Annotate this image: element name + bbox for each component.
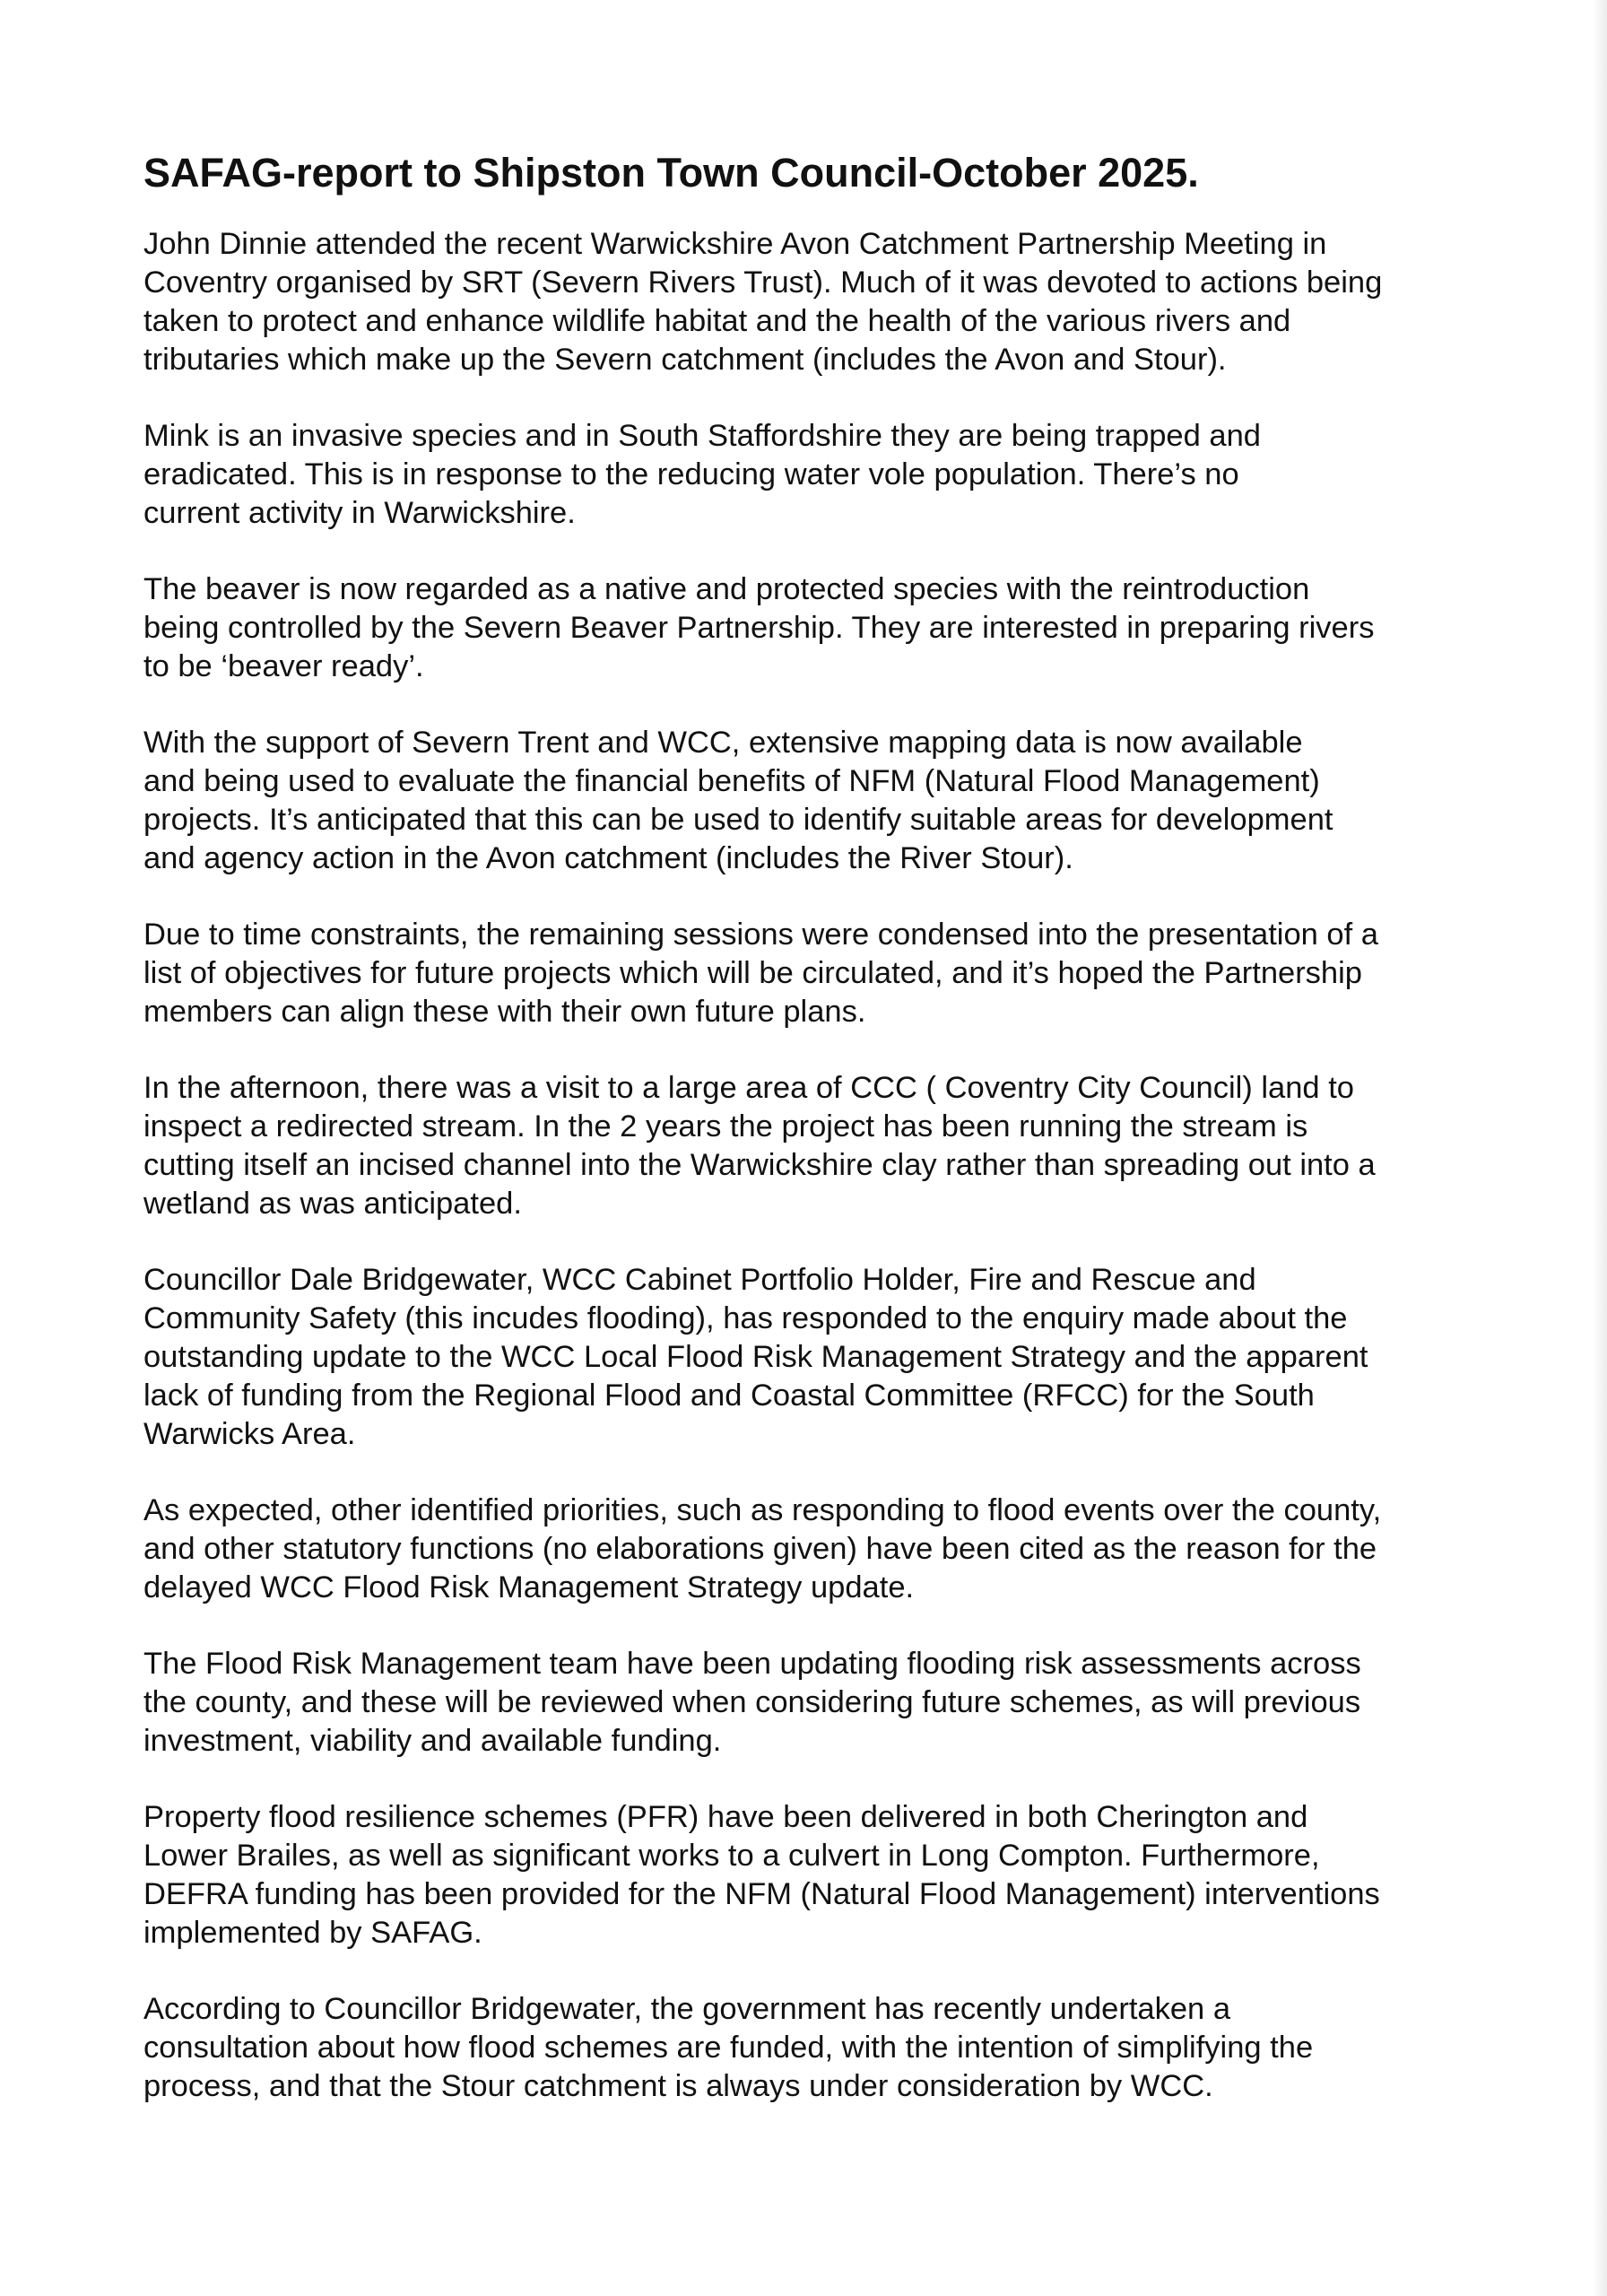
paragraph-line: eradicated. This is in response to the reducing water vole population. There’s no: [143, 457, 1239, 491]
page-edge-shadow: [1593, 0, 1607, 2296]
paragraph-line: Councillor Dale Bridgewater, WCC Cabinet Portfolio Holder, Fire and Rescue and: [143, 1263, 1256, 1297]
paragraph-line: Community Safety (this incudes flooding), has responded to the enquiry made about the: [143, 1301, 1348, 1335]
paragraph-line: members can align these with their own future plans.: [143, 995, 866, 1029]
paragraph-10: [143, 1798, 1489, 1952]
paragraph-line: outstanding update to the WCC Local Flood Risk Management Strategy and the apparent: [143, 1340, 1368, 1374]
paragraph-line: list of objectives for future projects which will be circulated, and it’s hoped the Partnership: [143, 956, 1362, 990]
paragraph-line: tributaries which make up the Severn catchment (includes the Avon and Stour).: [143, 343, 1227, 377]
paragraph-line: taken to protect and enhance wildlife habitat and the health of the various rivers and: [143, 304, 1291, 338]
paragraph-line: According to Councillor Bridgewater, the government has recently undertaken a: [143, 1992, 1231, 2026]
paragraph-3: [143, 570, 1489, 686]
paragraph-line: The beaver is now regarded as a native and protected species with the reintroduction: [143, 572, 1310, 606]
paragraph-line: In the afternoon, there was a visit to a large area of CCC ( Coventry City Council) land to: [143, 1071, 1354, 1105]
paragraph-line: wetland as was anticipated.: [143, 1187, 522, 1221]
paragraph-line: to be ‘beaver ready’.: [143, 649, 424, 683]
paragraph-line: and being used to evaluate the financial benefits of NFM (Natural Flood Management): [143, 764, 1320, 798]
paragraph-line: The Flood Risk Management team have been updating flooding risk assessments across: [143, 1647, 1361, 1681]
paragraph-line: process, and that the Stour catchment is always under consideration by WCC.: [143, 2069, 1213, 2103]
document-body: [143, 148, 1489, 2144]
paragraph-line: As expected, other identified priorities, such as responding to flood events over the county,: [143, 1493, 1382, 1527]
paragraph-2: [143, 417, 1489, 533]
paragraph-5: [143, 916, 1489, 1031]
paragraph-line: and other statutory functions (no elaborations given) have been cited as the reason for the: [143, 1532, 1377, 1566]
paragraph-line: Lower Brailes, as well as significant works to a culvert in Long Compton. Furthermore,: [143, 1839, 1320, 1873]
paragraph-line: consultation about how flood schemes are funded, with the intention of simplifying the: [143, 2031, 1314, 2065]
paragraph-line: implemented by SAFAG.: [143, 1916, 482, 1950]
paragraph-line: being controlled by the Severn Beaver Partnership. They are interested in preparing rivers: [143, 611, 1375, 645]
paragraph-line: cutting itself an incised channel into the Warwickshire clay rather than spreading out into a: [143, 1148, 1376, 1182]
paragraph-1: [143, 225, 1489, 379]
paragraph-9: [143, 1645, 1489, 1761]
paragraph-line: Due to time constraints, the remaining sessions were condensed into the presentation of a: [143, 918, 1378, 952]
paragraph-line: and agency action in the Avon catchment (includes the River Stour).: [143, 841, 1073, 875]
paragraph-7: [143, 1261, 1489, 1454]
paragraph-line: current activity in Warwickshire.: [143, 496, 576, 530]
paragraph-line: John Dinnie attended the recent Warwickshire Avon Catchment Partnership Meeting in: [143, 227, 1327, 261]
paragraph-8: [143, 1492, 1489, 1607]
paragraph-line: delayed WCC Flood Risk Management Strategy update.: [143, 1570, 915, 1605]
paragraph-list: [143, 225, 1489, 2106]
paragraph-line: Mink is an invasive species and in South Staffordshire they are being trapped and: [143, 419, 1261, 453]
paragraph-line: the county, and these will be reviewed when considering future schemes, as will previous: [143, 1685, 1361, 1719]
document-title: SAFAG-report to Shipston Town Council-October 2025.: [143, 150, 1199, 196]
paragraph-line: investment, viability and available funding.: [143, 1724, 722, 1758]
paragraph-line: Warwicks Area.: [143, 1417, 356, 1451]
paragraph-11: [143, 1990, 1489, 2106]
paragraph-line: Coventry organised by SRT (Severn Rivers Trust). Much of it was devoted to actions being: [143, 265, 1383, 300]
paragraph-line: DEFRA funding has been provided for the NFM (Natural Flood Management) interventions: [143, 1877, 1380, 1911]
paragraph-line: projects. It’s anticipated that this can be used to identify suitable areas for development: [143, 803, 1333, 837]
paragraph-4: [143, 724, 1489, 878]
paragraph-6: [143, 1069, 1489, 1223]
paragraph-line: Property flood resilience schemes (PFR) have been delivered in both Cherington and: [143, 1800, 1308, 1834]
paragraph-line: inspect a redirected stream. In the 2 years the project has been running the stream is: [143, 1109, 1308, 1144]
paragraph-line: With the support of Severn Trent and WCC, extensive mapping data is now available: [143, 726, 1303, 760]
paragraph-line: lack of funding from the Regional Flood and Coastal Committee (RFCC) for the South: [143, 1378, 1315, 1413]
